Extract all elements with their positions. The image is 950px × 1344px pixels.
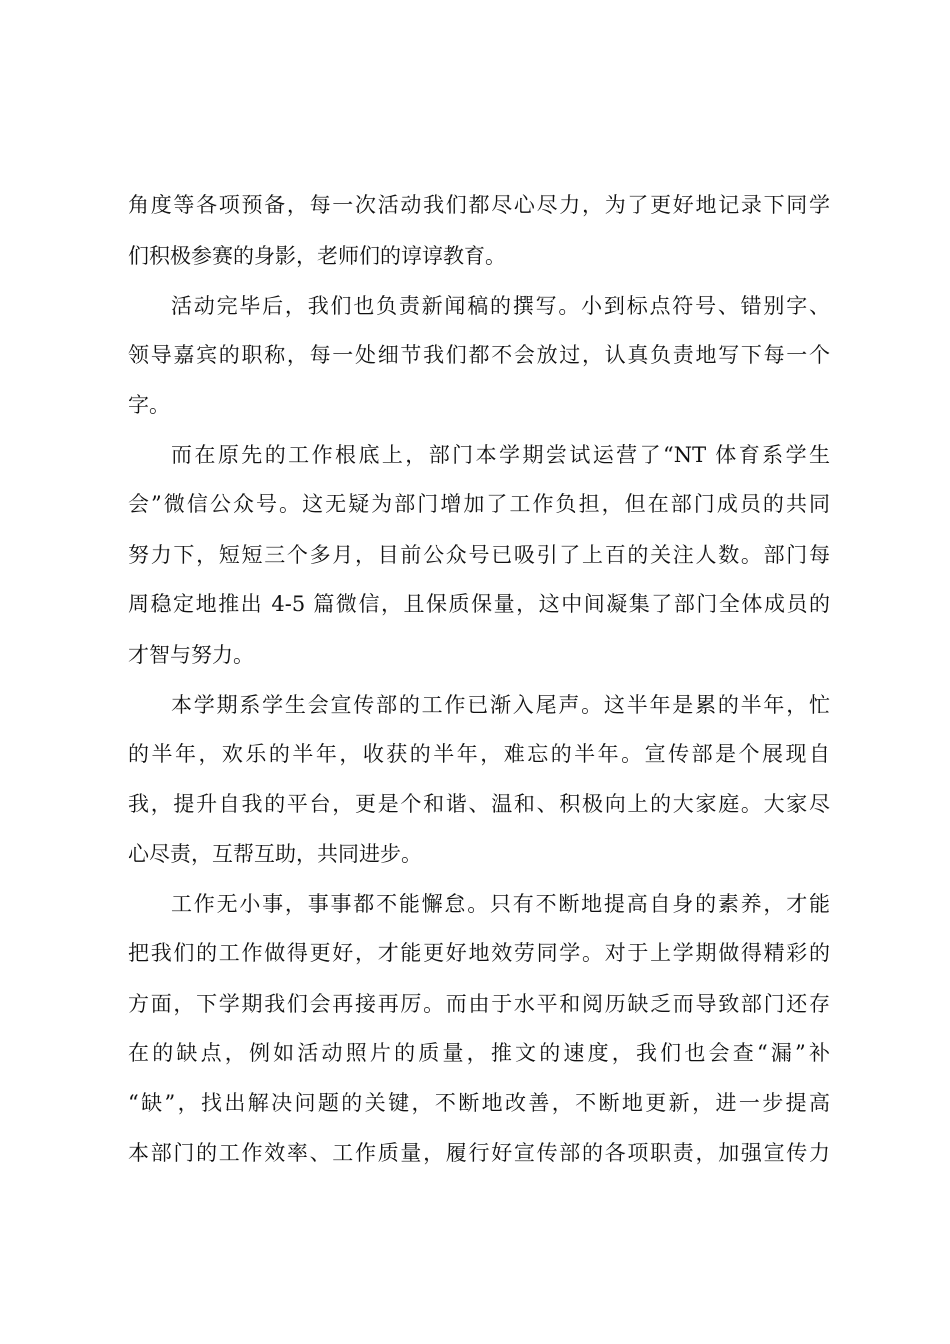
- text-line: 在的缺点，例如活动照片的质量，推文的速度，我们也会查“漏”补: [128, 1041, 830, 1065]
- text-line: 活动完毕后，我们也负责新闻稿的撰写。小到标点符号、错别字、: [171, 294, 830, 318]
- text-line: 我，提升自我的平台，更是个和谐、温和、积极向上的大家庭。大家尽: [128, 792, 830, 816]
- text-line: 方面，下学期我们会再接再厉。而由于水平和阅历缺乏而导致部门还存: [128, 992, 830, 1016]
- text-line: 才智与努力。: [128, 643, 254, 667]
- text-line: 而在原先的工作根底上，部门本学期尝试运营了“NT 体育系学生: [171, 443, 830, 467]
- text-line: 本学期系学生会宣传部的工作已渐入尾声。这半年是累的半年，忙: [171, 693, 830, 717]
- text-line: 领导嘉宾的职称，每一处细节我们都不会放过，认真负责地写下每一个: [128, 343, 830, 367]
- text-line: 把我们的工作做得更好，才能更好地效劳同学。对于上学期做得精彩的: [128, 941, 830, 965]
- text-line: 努力下，短短三个多月，目前公众号已吸引了上百的关注人数。部门每: [128, 543, 830, 567]
- text-line: 周稳定地推出 4-5 篇微信，且保质保量，这中间凝集了部门全体成员的: [128, 592, 830, 616]
- text-line: 心尽责，互帮互助，共同进步。: [128, 842, 422, 866]
- text-line: 工作无小事，事事都不能懈怠。只有不断地提高自身的素养，才能: [171, 892, 830, 916]
- text-line: 们积极参赛的身影，老师们的谆谆教育。: [128, 244, 506, 268]
- text-line: 会”微信公众号。这无疑为部门增加了工作负担，但在部门成员的共同: [128, 492, 830, 516]
- text-line: 角度等各项预备，每一次活动我们都尽心尽力，为了更好地记录下同学: [128, 193, 830, 217]
- text-line: “缺”，找出解决问题的关键，不断地改善，不断地更新，进一步提高: [128, 1091, 830, 1115]
- text-line: 本部门的工作效率、工作质量，履行好宣传部的各项职责，加强宣传力: [128, 1141, 830, 1165]
- text-line: 字。: [128, 393, 170, 417]
- text-line: 的半年，欢乐的半年，收获的半年，难忘的半年。宣传部是个展现自: [128, 742, 830, 766]
